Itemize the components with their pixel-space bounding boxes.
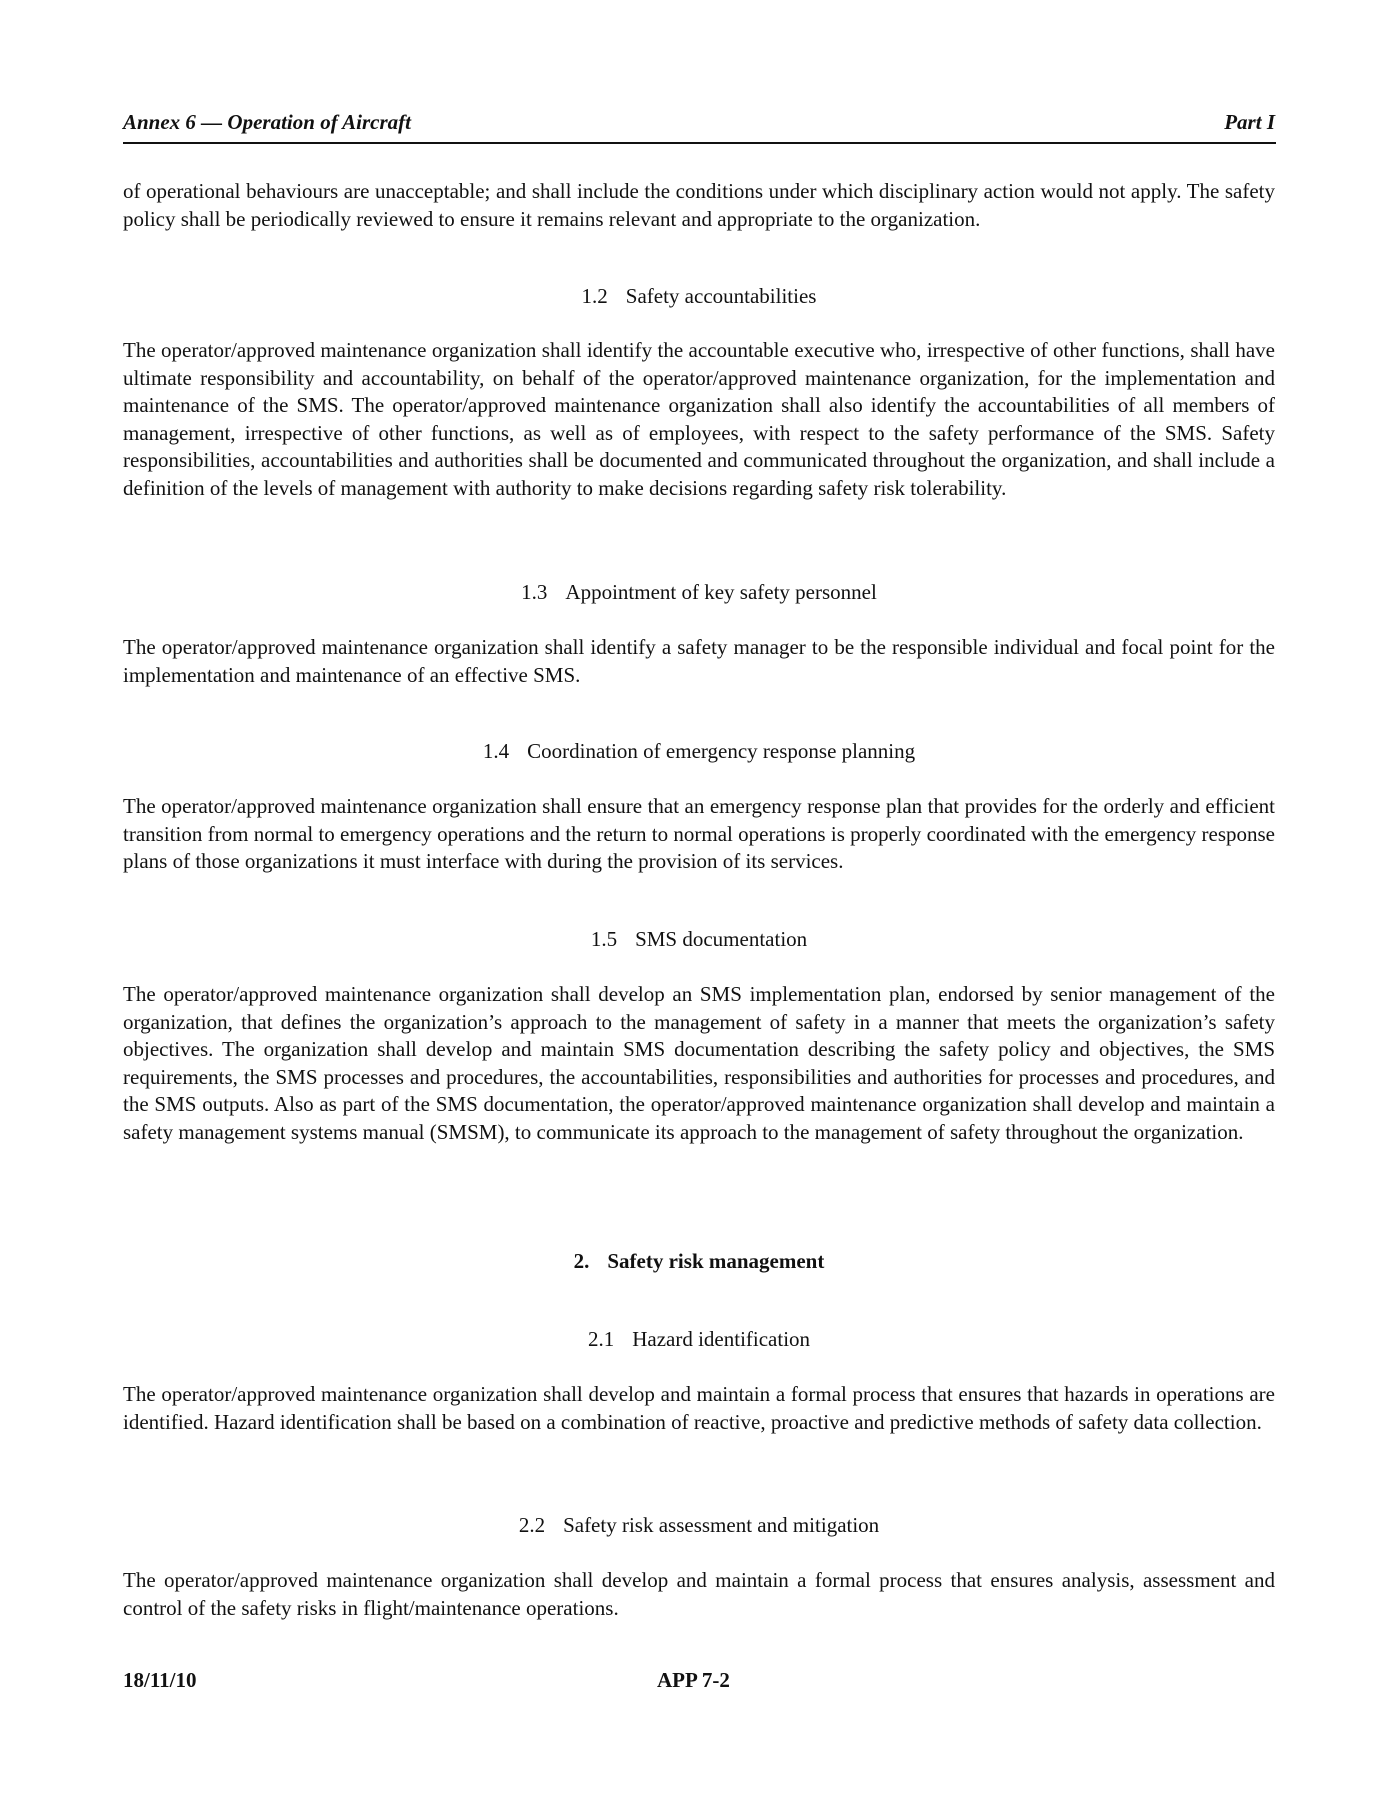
header-rule bbox=[123, 142, 1276, 144]
header-part: Part I bbox=[1224, 110, 1275, 134]
section-title: Safety risk management bbox=[607, 1249, 825, 1273]
section-title: Hazard identification bbox=[632, 1327, 811, 1351]
header-title: Annex 6 — Operation of Aircraft bbox=[123, 110, 411, 134]
section-title: SMS documentation bbox=[635, 927, 808, 951]
section-number: 1.3 bbox=[521, 580, 548, 604]
heading-1-4 bbox=[123, 739, 1275, 764]
paragraph-1-5: The operator/approved maintenance organization shall develop an SMS implementation plan, endorsed by senior management of the organization, that defines the organization’s approach to the management of safety in a manner that meets the organization’s safety objectives. The organization shall develop and maintain SMS documentation describing the safety policy and objectives, the SMS requirements, the SMS processes and procedures, the accountabilities, responsibilities and authorities for processes and procedures, and the SMS outputs. Also as part of the SMS documentation, the operator/approved maintenance organization shall develop and maintain a safety management systems manual (SMSM), to communicate its approach to the management of safety throughout the organization. bbox=[123, 982, 1275, 1144]
paragraph-1-2: The operator/approved maintenance organization shall identify the accountable executive who, irrespective of other functions, shall have ultimate responsibility and accountability, on behalf of the operator/approved maintenance organization, for the implementation and maintenance of the SMS. The operator/approved maintenance organization shall also identify the accountabilities of all members of management, irrespective of other functions, as well as of employees, with respect to the safety performance of the SMS. Safety responsibilities, accountabilities and authorities shall be documented and communicated throughout the organization, and shall include a definition of the levels of management with authority to make decisions regarding safety risk tolerability. bbox=[123, 338, 1275, 500]
paragraph-1-3: The operator/approved maintenance organization shall identify a safety manager to be the responsible individual and focal point for the implementation and maintenance of an effective SMS. bbox=[123, 635, 1275, 687]
section-number: 2.2 bbox=[518, 1513, 546, 1537]
section-title: Safety risk assessment and mitigation bbox=[563, 1513, 880, 1537]
section-number: 2.1 bbox=[587, 1327, 615, 1351]
section-title: Safety accountabilities bbox=[625, 284, 817, 308]
section-title: Appointment of key safety personnel bbox=[565, 580, 877, 604]
paragraph-2-1: The operator/approved maintenance organization shall develop and maintain a formal process that ensures that hazards in operations are identified. Hazard identification shall be based on a combination of reactive, proactive and predictive methods of safety data collection. bbox=[123, 1382, 1275, 1434]
footer-date: 18/11/10 bbox=[123, 1668, 197, 1692]
heading-2-2 bbox=[123, 1513, 1275, 1538]
heading-2-1 bbox=[123, 1327, 1275, 1352]
heading-2 bbox=[123, 1249, 1275, 1274]
paragraph-1-4: The operator/approved maintenance organization shall ensure that an emergency response plan that provides for the orderly and efficient transition from normal to emergency operations and the return to normal operations is properly coordinated with the emergency response plans of those organizations it must interface with during the provision of its services. bbox=[123, 794, 1275, 873]
heading-1-2 bbox=[123, 284, 1275, 309]
footer-page-number: APP 7-2 bbox=[657, 1668, 730, 1692]
heading-1-5 bbox=[123, 927, 1275, 952]
paragraph-2-2: The operator/approved maintenance organization shall develop and maintain a formal process that ensures analysis, assessment and control of the safety risks in flight/maintenance operations. bbox=[123, 1568, 1275, 1620]
intro-paragraph: of operational behaviours are unacceptable; and shall include the conditions under which disciplinary action would not apply. The safety policy shall be periodically reviewed to ensure it remains relevant and appropriate to the organization. bbox=[123, 179, 1275, 231]
section-number: 1.2 bbox=[581, 284, 608, 308]
section-title: Coordination of emergency response planning bbox=[527, 739, 916, 763]
section-number: 1.4 bbox=[482, 739, 510, 763]
running-header bbox=[123, 110, 1275, 135]
heading-1-3 bbox=[123, 580, 1275, 605]
section-number: 1.5 bbox=[590, 927, 618, 951]
section-number: 2. bbox=[573, 1249, 590, 1273]
